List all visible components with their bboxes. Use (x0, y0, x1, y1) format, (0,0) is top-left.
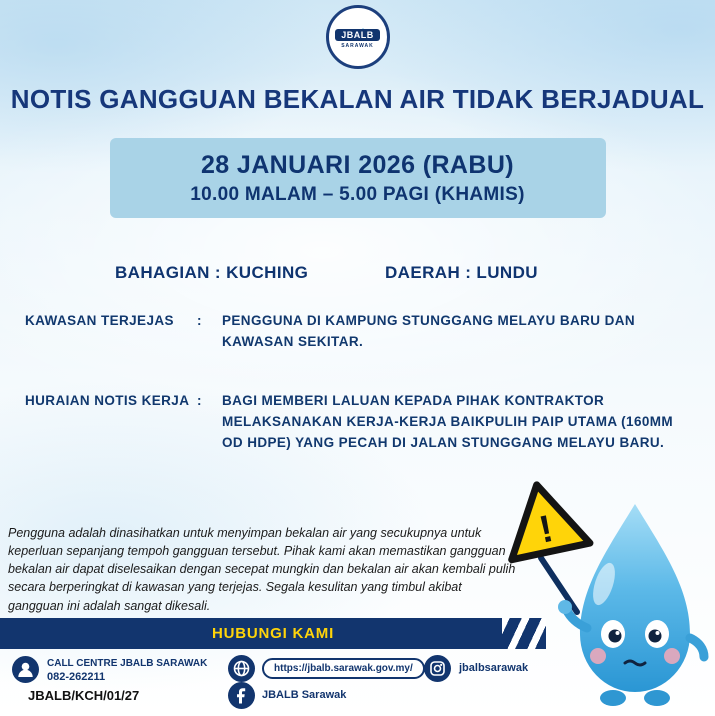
disclaimer-text: Pengguna adalah dinasihatkan untuk menyimpan bekalan air yang secukupnya untuk keperluan sepanjang tempoh gangguan tersebut. Pihak kami akan memastikan gangguan bekalan air dapat diselesaikan dengan secepat mungkin dan bekalan air akan kembali pulih secara berperingkat di kawasan yang terjejas. Segala kesulitan yang timbul akibat gangguan ini adalah sangat dikesali. (8, 526, 516, 613)
eye-highlight (616, 631, 620, 635)
daerah-label: DAERAH : LUNDU (385, 263, 538, 282)
huraian-notis-kerja-separator: : (197, 393, 202, 408)
eye-highlight (656, 631, 660, 635)
kawasan-terjejas-separator: : (197, 313, 202, 328)
mascot-foot (600, 690, 626, 706)
mascot-graphic (485, 466, 715, 716)
kawasan-terjejas-label: KAWASAN TERJEJAS (25, 313, 174, 328)
facebook-page: JBALB Sarawak (262, 689, 347, 701)
globe-icon (228, 655, 255, 682)
reference-number: JBALB/KCH/01/27 (28, 688, 140, 703)
mascot-pupil (609, 630, 622, 643)
date-line: 28 JANUARI 2026 (RABU) (200, 150, 515, 179)
facebook-icon (228, 682, 255, 709)
mascot-pupil (649, 630, 662, 643)
call-centre-phone: 082-262211 (47, 671, 106, 683)
warning-triangle-icon (498, 477, 590, 560)
jbalb-logo (326, 5, 390, 69)
call-centre-label: CALL CENTRE JBALB SARAWAK (47, 658, 208, 669)
logo-region-text: SARAWAK (341, 42, 374, 49)
mascot-foot (644, 690, 670, 706)
instagram-handle: jbalbsarawak (459, 662, 529, 674)
bahagian-label: BAHAGIAN : KUCHING (115, 263, 309, 282)
huraian-notis-kerja-label: HURAIAN NOTIS KERJA (25, 393, 190, 408)
kawasan-terjejas-text: PENGGUNA DI KAMPUNG STUNGGANG MELAYU BARU DAN KAWASAN SEKITAR. (222, 313, 636, 349)
mascot-cheek (590, 648, 606, 664)
mascot-cheek (664, 648, 680, 664)
date-banner (110, 138, 606, 218)
contact-header: HUBUNGI KAMI (211, 625, 335, 642)
notice-title: NOTIS GANGGUAN BEKALAN AIR TIDAK BERJADUAL (10, 84, 705, 114)
exclamation-mark: ! (535, 508, 557, 552)
call-centre-icon (12, 656, 39, 683)
huraian-notis-kerja-text: BAGI MEMBERI LALUAN KEPADA PIHAK KONTRAKTOR MELAKSANAKAN KERJA-KERJA BAIKPULIH PAIP UTAMA (160MM OD HDPE) YANG PECAH DI JALAN STUNGGANG MELAYU BARU. (222, 393, 674, 450)
water-droplet-mascot (485, 466, 715, 716)
time-line: 10.00 MALAM – 5.00 PAGI (KHAMIS) (190, 183, 525, 205)
mascot-hand (558, 600, 572, 614)
logo-text: JBALB (335, 29, 380, 41)
instagram-icon (424, 655, 451, 682)
contact-header-bar (0, 618, 546, 649)
mascot-right-arm (690, 638, 704, 657)
website-url: https://jbalb.sarawak.gov.my/ (262, 658, 425, 679)
